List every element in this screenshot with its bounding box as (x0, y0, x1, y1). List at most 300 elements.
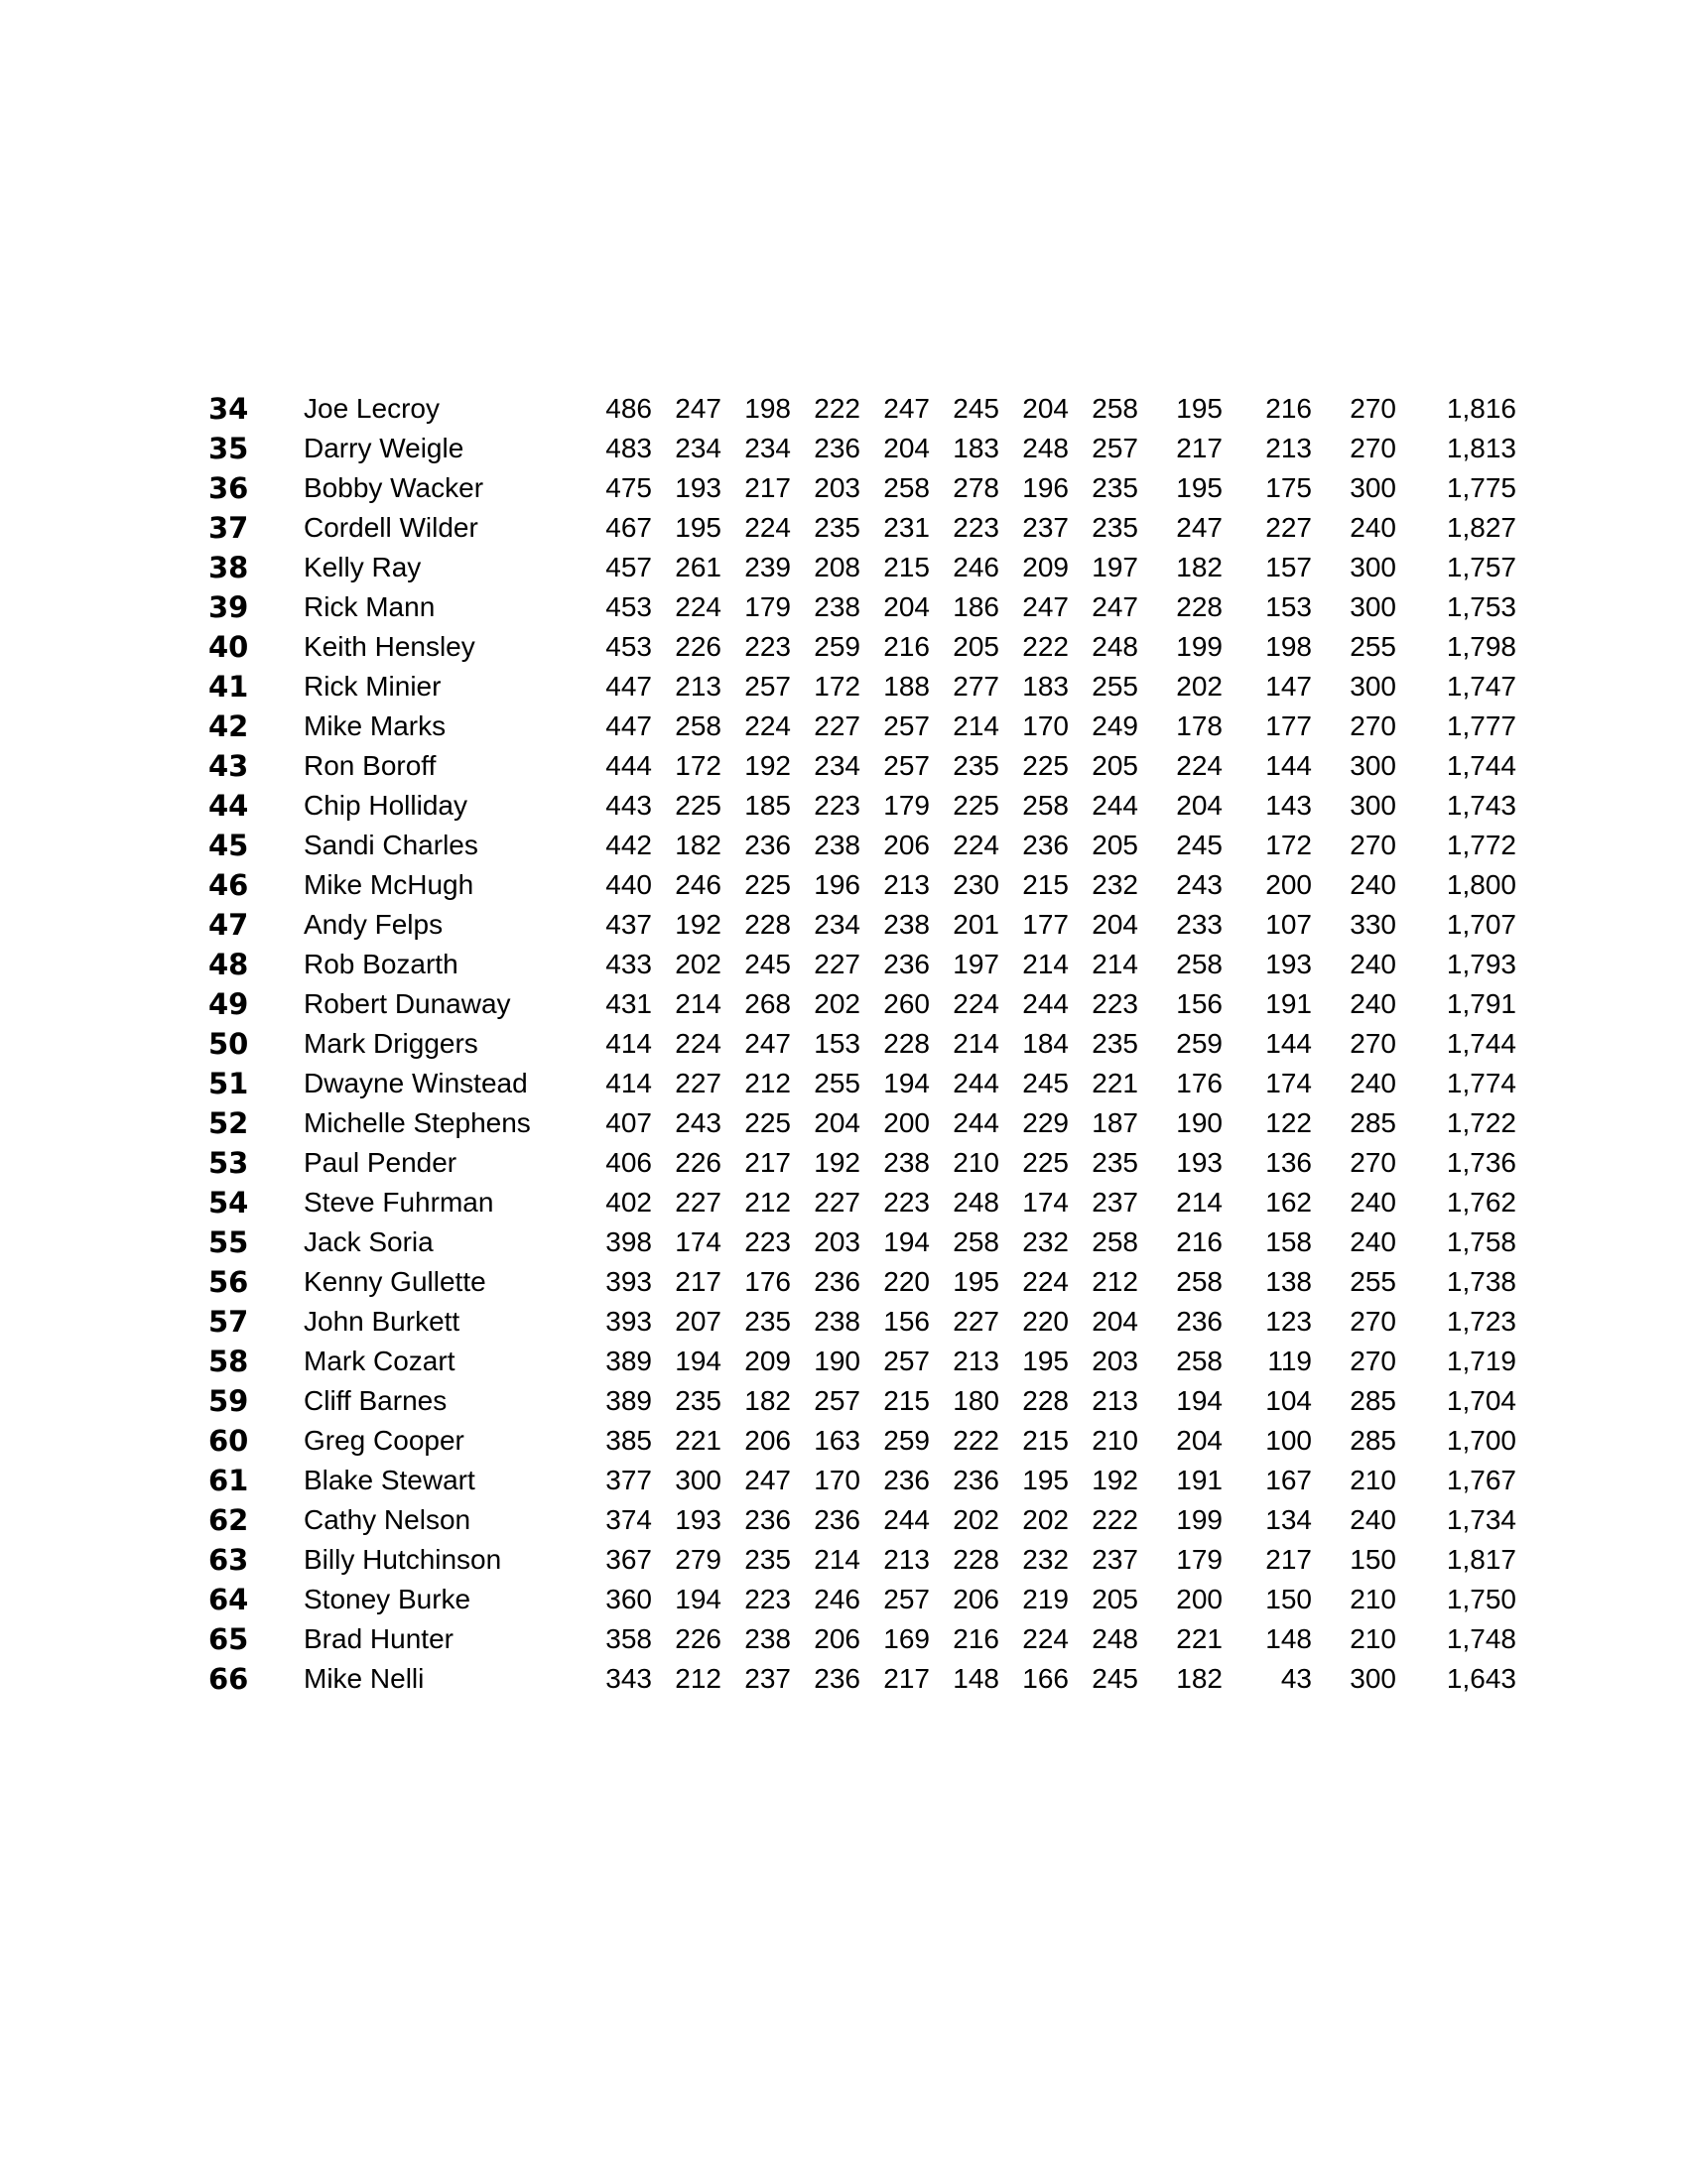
table-row (0, 587, 1687, 627)
score-cell: 247 (1176, 512, 1223, 543)
score-cell: 156 (883, 1306, 930, 1337)
table-row (0, 707, 1687, 746)
score-cell: 235 (675, 1385, 721, 1416)
score-cell: 243 (1176, 869, 1223, 900)
score-cell: 225 (675, 790, 721, 821)
place-number: 37 (208, 511, 249, 545)
score-cell: 200 (883, 1107, 930, 1138)
bowler-name: Joe Lecroy (304, 393, 440, 424)
table-row (0, 1064, 1687, 1103)
score-cell: 148 (953, 1663, 999, 1694)
standings-table (0, 389, 1687, 1699)
score-cell: 225 (953, 790, 999, 821)
place-number: 64 (208, 1583, 249, 1616)
score-cell: 172 (814, 671, 860, 702)
score-cell: 193 (675, 1504, 721, 1535)
score-cell: 270 (1350, 830, 1396, 860)
score-cell: 223 (744, 1226, 791, 1257)
score-cell: 107 (1265, 909, 1312, 940)
score-cell: 238 (814, 830, 860, 860)
score-cell: 224 (675, 1028, 721, 1059)
score-cell: 224 (1022, 1623, 1069, 1654)
score-cell: 217 (744, 1147, 791, 1178)
score-cell: 204 (1092, 909, 1138, 940)
score-cell: 214 (953, 710, 999, 741)
score-cell: 245 (744, 949, 791, 979)
score-cell: 236 (814, 433, 860, 463)
score-cell: 238 (883, 909, 930, 940)
score-cell: 172 (1265, 830, 1312, 860)
bowler-name: Chip Holliday (304, 790, 467, 821)
score-cell: 248 (953, 1187, 999, 1218)
score-cell: 157 (1265, 552, 1312, 582)
score-cell: 431 (605, 988, 652, 1019)
score-cell: 221 (675, 1425, 721, 1456)
bowler-name: Mike McHugh (304, 869, 474, 900)
score-cell: 104 (1265, 1385, 1312, 1416)
score-cell: 153 (814, 1028, 860, 1059)
score-cell: 213 (1092, 1385, 1138, 1416)
bowler-name: Robert Dunaway (304, 988, 511, 1019)
score-cell: 224 (953, 988, 999, 1019)
score-cell: 225 (744, 869, 791, 900)
score-cell: 210 (1092, 1425, 1138, 1456)
total-score: 1,816 (1446, 393, 1516, 424)
score-cell: 195 (675, 512, 721, 543)
score-cell: 217 (883, 1663, 930, 1694)
score-cell: 226 (675, 1147, 721, 1178)
score-cell: 200 (1176, 1584, 1223, 1614)
score-cell: 223 (953, 512, 999, 543)
score-cell: 223 (744, 631, 791, 662)
score-cell: 258 (1022, 790, 1069, 821)
score-cell: 414 (605, 1068, 652, 1098)
score-cell: 217 (675, 1266, 721, 1297)
bowler-name: Rob Bozarth (304, 949, 458, 979)
score-cell: 100 (1265, 1425, 1312, 1456)
score-cell: 192 (744, 750, 791, 781)
score-cell: 238 (814, 591, 860, 622)
score-cell: 174 (1022, 1187, 1069, 1218)
score-cell: 162 (1265, 1187, 1312, 1218)
score-cell: 196 (814, 869, 860, 900)
place-number: 34 (208, 392, 249, 426)
table-row (0, 389, 1687, 429)
score-cell: 153 (1265, 591, 1312, 622)
score-cell: 212 (1092, 1266, 1138, 1297)
score-cell: 414 (605, 1028, 652, 1059)
score-cell: 201 (953, 909, 999, 940)
table-row (0, 984, 1687, 1024)
bowler-name: Ron Boroff (304, 750, 437, 781)
place-number: 35 (208, 432, 249, 465)
score-cell: 180 (953, 1385, 999, 1416)
score-cell: 177 (1022, 909, 1069, 940)
score-cell: 300 (1350, 790, 1396, 821)
total-score: 1,738 (1446, 1266, 1516, 1297)
score-cell: 176 (1176, 1068, 1223, 1098)
score-cell: 222 (814, 393, 860, 424)
score-cell: 248 (1022, 433, 1069, 463)
score-cell: 215 (1022, 1425, 1069, 1456)
table-row (0, 905, 1687, 945)
score-cell: 224 (953, 830, 999, 860)
score-cell: 237 (1092, 1544, 1138, 1575)
score-cell: 202 (675, 949, 721, 979)
score-cell: 240 (1350, 1187, 1396, 1218)
table-row (0, 1619, 1687, 1659)
score-cell: 206 (883, 830, 930, 860)
score-cell: 249 (1092, 710, 1138, 741)
score-cell: 184 (1022, 1028, 1069, 1059)
bowler-name: Cordell Wilder (304, 512, 478, 543)
score-cell: 179 (883, 790, 930, 821)
total-score: 1,800 (1446, 869, 1516, 900)
score-cell: 236 (814, 1504, 860, 1535)
total-score: 1,643 (1446, 1663, 1516, 1694)
table-row (0, 1659, 1687, 1699)
table-row (0, 1540, 1687, 1580)
bowler-name: John Burkett (304, 1306, 460, 1337)
score-cell: 227 (675, 1068, 721, 1098)
bowler-name: Mike Nelli (304, 1663, 425, 1694)
score-cell: 236 (883, 949, 930, 979)
score-cell: 367 (605, 1544, 652, 1575)
score-cell: 178 (1176, 710, 1223, 741)
score-cell: 169 (883, 1623, 930, 1654)
score-cell: 285 (1350, 1425, 1396, 1456)
score-cell: 192 (675, 909, 721, 940)
score-cell: 225 (1022, 750, 1069, 781)
score-cell: 176 (744, 1266, 791, 1297)
table-row (0, 786, 1687, 826)
score-cell: 172 (675, 750, 721, 781)
score-cell: 194 (1176, 1385, 1223, 1416)
score-cell: 203 (1092, 1346, 1138, 1376)
table-row (0, 429, 1687, 468)
score-cell: 217 (744, 472, 791, 503)
score-cell: 229 (1022, 1107, 1069, 1138)
score-cell: 257 (883, 1584, 930, 1614)
total-score: 1,798 (1446, 631, 1516, 662)
place-number: 43 (208, 749, 249, 783)
place-number: 42 (208, 709, 249, 743)
score-cell: 244 (1092, 790, 1138, 821)
score-cell: 255 (814, 1068, 860, 1098)
score-cell: 258 (1176, 949, 1223, 979)
bowler-name: Michelle Stephens (304, 1107, 531, 1138)
score-cell: 228 (744, 909, 791, 940)
score-cell: 182 (675, 830, 721, 860)
score-cell: 209 (1022, 552, 1069, 582)
table-row (0, 1461, 1687, 1500)
score-cell: 210 (1350, 1584, 1396, 1614)
score-cell: 240 (1350, 949, 1396, 979)
score-cell: 199 (1176, 631, 1223, 662)
score-cell: 136 (1265, 1147, 1312, 1178)
score-cell: 186 (953, 591, 999, 622)
table-row (0, 1183, 1687, 1222)
score-cell: 377 (605, 1465, 652, 1495)
score-cell: 214 (1022, 949, 1069, 979)
score-cell: 204 (1022, 393, 1069, 424)
place-number: 52 (208, 1106, 249, 1140)
score-cell: 213 (953, 1346, 999, 1376)
score-cell: 174 (1265, 1068, 1312, 1098)
total-score: 1,747 (1446, 671, 1516, 702)
score-cell: 123 (1265, 1306, 1312, 1337)
score-cell: 238 (883, 1147, 930, 1178)
score-cell: 224 (1022, 1266, 1069, 1297)
score-cell: 258 (1092, 1226, 1138, 1257)
score-cell: 234 (814, 909, 860, 940)
score-cell: 202 (953, 1504, 999, 1535)
score-cell: 257 (883, 710, 930, 741)
place-number: 61 (208, 1464, 249, 1497)
score-cell: 246 (953, 552, 999, 582)
total-score: 1,719 (1446, 1346, 1516, 1376)
score-cell: 198 (744, 393, 791, 424)
score-cell: 217 (1265, 1544, 1312, 1575)
score-cell: 467 (605, 512, 652, 543)
score-cell: 233 (1176, 909, 1223, 940)
score-cell: 222 (953, 1425, 999, 1456)
score-cell: 245 (953, 393, 999, 424)
score-cell: 204 (1176, 790, 1223, 821)
place-number: 66 (208, 1662, 249, 1696)
score-cell: 279 (675, 1544, 721, 1575)
total-score: 1,793 (1446, 949, 1516, 979)
table-row (0, 508, 1687, 548)
bowler-name: Stoney Burke (304, 1584, 471, 1614)
place-number: 40 (208, 630, 249, 664)
place-number: 49 (208, 987, 249, 1021)
score-cell: 147 (1265, 671, 1312, 702)
bowler-name: Rick Minier (304, 671, 442, 702)
score-cell: 453 (605, 591, 652, 622)
bowler-name: Greg Cooper (304, 1425, 464, 1456)
place-number: 48 (208, 948, 249, 981)
table-row (0, 865, 1687, 905)
place-number: 47 (208, 908, 249, 942)
score-cell: 247 (744, 1465, 791, 1495)
place-number: 39 (208, 590, 249, 624)
score-cell: 182 (744, 1385, 791, 1416)
score-cell: 203 (814, 472, 860, 503)
score-cell: 170 (1022, 710, 1069, 741)
score-cell: 174 (675, 1226, 721, 1257)
total-score: 1,767 (1446, 1465, 1516, 1495)
score-cell: 202 (1176, 671, 1223, 702)
score-cell: 240 (1350, 1068, 1396, 1098)
table-row (0, 1222, 1687, 1262)
score-cell: 220 (883, 1266, 930, 1297)
total-score: 1,827 (1446, 512, 1516, 543)
score-cell: 248 (1092, 631, 1138, 662)
score-cell: 210 (1350, 1465, 1396, 1495)
table-row (0, 1381, 1687, 1421)
score-cell: 213 (675, 671, 721, 702)
score-cell: 258 (1176, 1346, 1223, 1376)
bowler-name: Mark Driggers (304, 1028, 478, 1059)
score-cell: 144 (1265, 750, 1312, 781)
place-number: 55 (208, 1225, 249, 1259)
score-cell: 244 (1022, 988, 1069, 1019)
score-cell: 246 (814, 1584, 860, 1614)
total-score: 1,707 (1446, 909, 1516, 940)
score-cell: 258 (675, 710, 721, 741)
score-cell: 221 (1092, 1068, 1138, 1098)
score-cell: 244 (953, 1107, 999, 1138)
score-cell: 393 (605, 1306, 652, 1337)
bowler-name: Cathy Nelson (304, 1504, 471, 1535)
score-cell: 258 (1176, 1266, 1223, 1297)
score-cell: 191 (1265, 988, 1312, 1019)
score-cell: 195 (1022, 1465, 1069, 1495)
score-cell: 224 (675, 591, 721, 622)
total-score: 1,734 (1446, 1504, 1516, 1535)
score-cell: 193 (675, 472, 721, 503)
table-row (0, 548, 1687, 587)
score-cell: 122 (1265, 1107, 1312, 1138)
total-score: 1,772 (1446, 830, 1516, 860)
bowler-name: Darry Weigle (304, 433, 464, 463)
score-cell: 258 (953, 1226, 999, 1257)
score-cell: 232 (1022, 1544, 1069, 1575)
score-cell: 259 (1176, 1028, 1223, 1059)
table-row (0, 667, 1687, 707)
score-cell: 240 (1350, 1226, 1396, 1257)
bowler-name: Blake Stewart (304, 1465, 475, 1495)
table-row (0, 1580, 1687, 1619)
score-cell: 270 (1350, 1346, 1396, 1376)
table-row (0, 1342, 1687, 1381)
total-score: 1,704 (1446, 1385, 1516, 1416)
table-row (0, 746, 1687, 786)
score-cell: 183 (1022, 671, 1069, 702)
bowler-name: Jack Soria (304, 1226, 434, 1257)
score-cell: 190 (814, 1346, 860, 1376)
score-cell: 227 (814, 949, 860, 979)
score-cell: 222 (1022, 631, 1069, 662)
score-cell: 483 (605, 433, 652, 463)
score-cell: 196 (1022, 472, 1069, 503)
score-cell: 259 (883, 1425, 930, 1456)
place-number: 65 (208, 1622, 249, 1656)
total-score: 1,744 (1446, 1028, 1516, 1059)
score-cell: 223 (883, 1187, 930, 1218)
score-cell: 223 (814, 790, 860, 821)
score-cell: 205 (1092, 830, 1138, 860)
place-number: 36 (208, 471, 249, 505)
bowler-name: Bobby Wacker (304, 472, 484, 503)
place-number: 50 (208, 1027, 249, 1061)
total-score: 1,722 (1446, 1107, 1516, 1138)
score-cell: 195 (1022, 1346, 1069, 1376)
score-cell: 235 (814, 512, 860, 543)
table-row (0, 468, 1687, 508)
score-cell: 268 (744, 988, 791, 1019)
score-cell: 212 (744, 1068, 791, 1098)
score-cell: 195 (1176, 393, 1223, 424)
bowler-name: Rick Mann (304, 591, 436, 622)
total-score: 1,762 (1446, 1187, 1516, 1218)
place-number: 41 (208, 670, 249, 704)
score-cell: 247 (675, 393, 721, 424)
score-cell: 163 (814, 1425, 860, 1456)
score-cell: 167 (1265, 1465, 1312, 1495)
score-cell: 150 (1350, 1544, 1396, 1575)
score-cell: 166 (1022, 1663, 1069, 1694)
total-score: 1,758 (1446, 1226, 1516, 1257)
score-cell: 402 (605, 1187, 652, 1218)
score-cell: 179 (1176, 1544, 1223, 1575)
score-cell: 407 (605, 1107, 652, 1138)
bowler-name: Steve Fuhrman (304, 1187, 494, 1218)
score-cell: 202 (1022, 1504, 1069, 1535)
score-cell: 270 (1350, 1306, 1396, 1337)
score-cell: 205 (953, 631, 999, 662)
score-cell: 393 (605, 1266, 652, 1297)
score-cell: 270 (1350, 393, 1396, 424)
score-cell: 453 (605, 631, 652, 662)
score-cell: 212 (744, 1187, 791, 1218)
total-score: 1,748 (1446, 1623, 1516, 1654)
score-cell: 43 (1280, 1663, 1312, 1694)
total-score: 1,775 (1446, 472, 1516, 503)
score-cell: 248 (1092, 1623, 1138, 1654)
score-cell: 235 (953, 750, 999, 781)
table-row (0, 1500, 1687, 1540)
score-cell: 210 (953, 1147, 999, 1178)
score-cell: 216 (883, 631, 930, 662)
score-cell: 226 (675, 1623, 721, 1654)
total-score: 1,774 (1446, 1068, 1516, 1098)
score-cell: 238 (744, 1623, 791, 1654)
score-cell: 236 (744, 1504, 791, 1535)
score-cell: 406 (605, 1147, 652, 1178)
score-cell: 192 (814, 1147, 860, 1178)
score-cell: 187 (1092, 1107, 1138, 1138)
score-cell: 207 (675, 1306, 721, 1337)
score-cell: 199 (1176, 1504, 1223, 1535)
score-cell: 194 (883, 1226, 930, 1257)
place-number: 54 (208, 1186, 249, 1220)
score-cell: 216 (953, 1623, 999, 1654)
total-score: 1,744 (1446, 750, 1516, 781)
total-score: 1,700 (1446, 1425, 1516, 1456)
score-cell: 244 (883, 1504, 930, 1535)
score-cell: 257 (744, 671, 791, 702)
score-cell: 440 (605, 869, 652, 900)
place-number: 59 (208, 1384, 249, 1418)
score-cell: 204 (1092, 1306, 1138, 1337)
place-number: 53 (208, 1146, 249, 1180)
total-score: 1,723 (1446, 1306, 1516, 1337)
bowler-name: Mike Marks (304, 710, 447, 741)
score-cell: 213 (1265, 433, 1312, 463)
score-cell: 285 (1350, 1385, 1396, 1416)
score-cell: 206 (953, 1584, 999, 1614)
score-cell: 300 (1350, 472, 1396, 503)
score-cell: 437 (605, 909, 652, 940)
score-cell: 214 (814, 1544, 860, 1575)
score-cell: 215 (1022, 869, 1069, 900)
score-cell: 195 (953, 1266, 999, 1297)
score-cell: 244 (953, 1068, 999, 1098)
score-cell: 204 (814, 1107, 860, 1138)
score-cell: 243 (675, 1107, 721, 1138)
